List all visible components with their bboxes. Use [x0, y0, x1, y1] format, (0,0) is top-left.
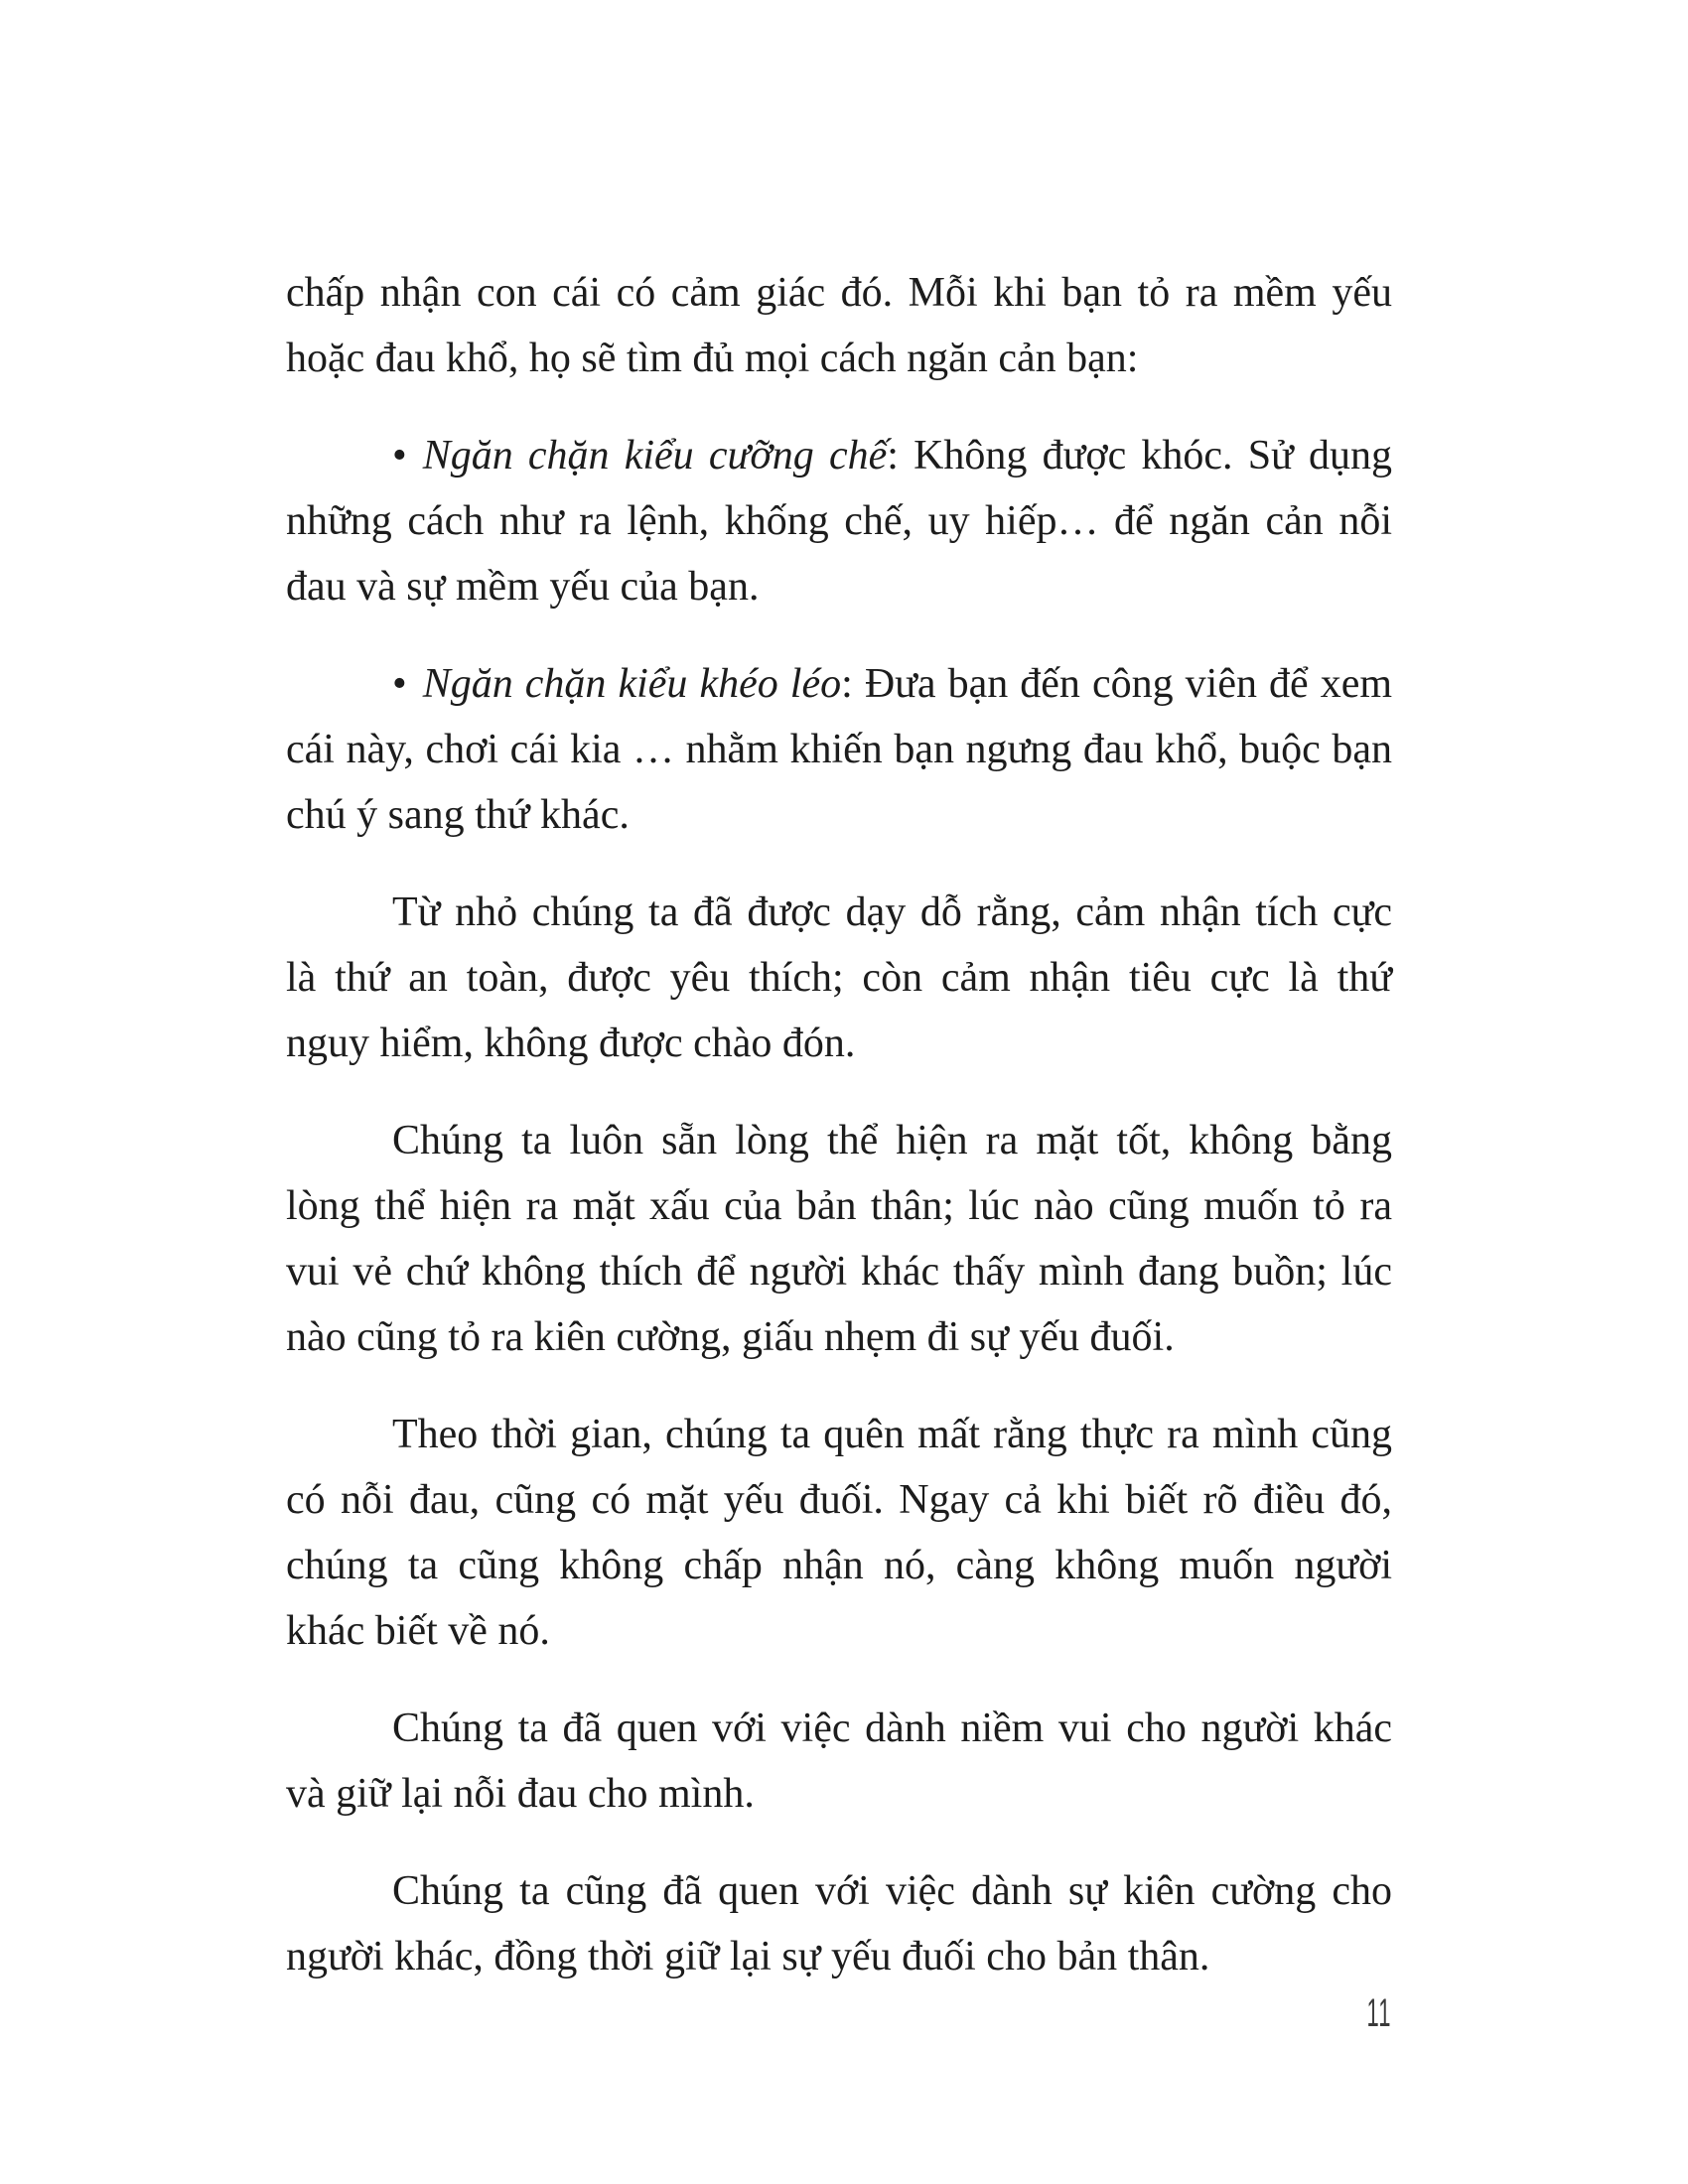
text-line: vui vẻ chứ không thích để người khác thấy mình đang buồn; lúc [286, 1249, 1392, 1295]
text-line: khác biết về nó. [286, 1608, 550, 1654]
text-line [286, 651, 1392, 717]
bullet-lead-italic: Ngăn chặn kiểu khéo léo [422, 661, 842, 707]
bullet-lead-rest: : Không được khóc. Sử dụng [887, 433, 1392, 478]
text-line: Theo thời gian, chúng ta quên mất rằng thực ra mình cũng [392, 1412, 1392, 1457]
text-line: đau và sự mềm yếu của bạn. [286, 564, 760, 610]
text-line: Từ nhỏ chúng ta đã được dạy dỗ rằng, cảm nhận tích cực [392, 889, 1392, 935]
text-line: có nỗi đau, cũng có mặt yếu đuối. Ngay cả khi biết rõ điều đó, [286, 1477, 1392, 1523]
text-line: Chúng ta luôn sẵn lòng thể hiện ra mặt tốt, không bằng [392, 1118, 1392, 1163]
text-line: cái này, chơi cái kia … nhằm khiến bạn ngưng đau khổ, buộc bạn [286, 727, 1392, 772]
paragraph [286, 1402, 1392, 1664]
paragraph [286, 260, 1392, 391]
bullet-icon: • [392, 661, 407, 707]
bullet-icon: • [392, 433, 407, 478]
text-line: chúng ta cũng không chấp nhận nó, càng không muốn người [286, 1543, 1392, 1588]
paragraph [286, 1858, 1392, 1989]
text-line: và giữ lại nỗi đau cho mình. [286, 1771, 755, 1817]
paragraph [286, 880, 1392, 1076]
bullet-paragraph [286, 651, 1392, 848]
text-line: người khác, đồng thời giữ lại sự yếu đuối cho bản thân. [286, 1934, 1210, 1979]
text-line: lòng thể hiện ra mặt xấu của bản thân; lúc nào cũng muốn tỏ ra [286, 1183, 1392, 1229]
text-column [286, 260, 1392, 1989]
text-line: hoặc đau khổ, họ sẽ tìm đủ mọi cách ngăn cản bạn: [286, 336, 1139, 381]
text-line: nào cũng tỏ ra kiên cường, giấu nhẹm đi sự yếu đuối. [286, 1314, 1175, 1360]
text-line: là thứ an toàn, được yêu thích; còn cảm nhận tiêu cực là thứ [286, 955, 1392, 1001]
bullet-lead-italic: Ngăn chặn kiểu cưỡng chế [422, 433, 888, 478]
text-line [286, 423, 1392, 488]
text-line: chấp nhận con cái có cảm giác đó. Mỗi khi bạn tỏ ra mềm yếu [286, 270, 1392, 316]
text-line: những cách như ra lệnh, khống chế, uy hiếp… để ngăn cản nỗi [286, 498, 1392, 544]
paragraph [286, 1696, 1392, 1827]
page-number: 11 [1366, 1991, 1392, 2035]
text-line: nguy hiểm, không được chào đón. [286, 1021, 856, 1066]
text-line: Chúng ta đã quen với việc dành niềm vui cho người khác [392, 1706, 1392, 1751]
text-line: Chúng ta cũng đã quen với việc dành sự kiên cường cho [392, 1868, 1392, 1914]
text-line: chú ý sang thứ khác. [286, 792, 630, 838]
bullet-lead-rest: : Đưa bạn đến công viên để xem [841, 661, 1393, 707]
bullet-paragraph [286, 423, 1392, 619]
paragraph [286, 1108, 1392, 1370]
